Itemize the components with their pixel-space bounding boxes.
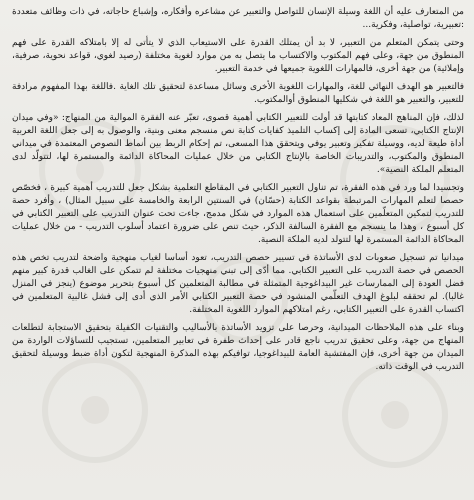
paragraph-7: وبناء على هذه الملاحظات الميدانية، وحرصا على تزويد الأساتذة بالأساليب والتقنيات الكفيلة بتحقيق الاستجابة لتطلعات المنهاج من جهة، وعلى تحقيق تدريب ناجع قادر على إحداث طفرة في تعابير المتعلمين، تستجيب للتساؤلات الواردة من الميدان من جهة أخرى، فإن المفتشية العامة للبيداغوجيا، توافيكم بهذه المذكرة المنهجية لتكون أداة ضبط ووسيلة لتحقيق التدريب في الوقت ذاته.: [12, 323, 464, 372]
paragraph-5: وتجسيدا لما ورد في هذه الفقرة، تم تناول التعبير الكتابي في المقاطع التعلمية بشكل جعل للتدريب أهمية كبيرة ، فخصّص حصصا لتعلم المهارات المرتبطة بقواعد الكتابة (حسّان) في السنتين الرابعة والخامسة على سبيل المثال) ، وأفرد حصة للتدريب لتمكين المتعلّمين على استعمال هذه الموارد في شكل مدمج، جاءت تحت عنوان التدريب على التعبير الكتابي في كل أسبوع ، وهذا ما ينسجم مع الفقرة السالفة الذكر، حيث تنص على ضرورة اعتماد أسلوب التدريب - من خلال عمليات المحاكاة الدائمة المستمرة لها لتتولد لديه الملكة النصية.: [12, 183, 464, 245]
article-body: [12, 6, 464, 374]
paragraph-3: فالتعبير هو الهدف النهائي للغة، والمهارات اللغوية الأخرى وسائل مساعدة لتحقيق تلك الغاية .فاللغة بهذا المفهوم مرادفة للتعبير، والتعبير هو اللغة في شكليها المنطوق أوالمكتوب.: [12, 82, 464, 105]
paragraph-4: لذلك، فإن المناهج المعاد كتابتها قد أولت للتعبير الكتابي أهمية قصوى، تعبّر عنه الفقرة الموالية من المنهاج: «وفي ميدان الإنتاج الكتابي، تسعى المادة إلى إكساب التلميذ كفايات كتابة نص منسجم معنى وبنية، والوصول به إلى جعل اللغة العربية أداة طيعة لديه، ووسيلة تفكير وتعبير يوفي ويتحقق هذا المسعى، تم إحكام الربط بين أنماط النصوص المعتمدة في ميداني المنطوق والمكتوب، والتدريبات الخاصة بالإنتاج الكتابي من خلال عمليات المحاكاة الدائمة والمستمرة لها، لتتولّد لدى المتعلم الملكة النصية».: [12, 113, 464, 175]
paragraph-2: وحتى يتمكن المتعلم من التعبير، لا بد أن يمتلك القدرة على الاستيعاب الذي لا يتأتى له إلا بامتلاكه القدرة على فهم المنطوق من جهة، وعلى فهم المكتوب والاكتساب ما يتصل به من موارد لغوية مختلفة (رصيد لغوي، قواعد نحوية، صرفية، وإملائية) من جهة أخرى، فالمهارات اللغوية جميعها في خدمة التعبير.: [12, 38, 464, 74]
paragraph-1: من المتعارف عليه أن اللغة وسيلة الإنسان للتواصل والتعبير عن مشاعره وأفكاره، وإشباع حاجاته، في ذات وظائف متعددة :تعبيرية، تواصلية، وفكرية...: [12, 7, 464, 30]
paragraph-6: ميدانيا تم تسجيل صعوبات لدى الأساتذة في تسيير حصص التدريب، تعود أساسا لغياب منهجية واضحة لتدريب تخص هذه الحصص في حصة التدريب على التعبير الكتابي. مما أدّى إلى تبني منهجيات مختلفة لم تتمكن على الغالب قدرة كبير منهم فضل العودة إلى الممارسات غير البيداغوجية المتمثلة في مطالبة المتعلمين كل أسبوع بتحرير موضوع (ينجز في المنزل غالبا). لم تحققه لبلوغ الهدف التعلّمي المنشود في حصة التعبير الكتابي الأمر الذي أدى إلى فشل غالبية المتعلمين في اكتساب القدرة على التعبير الكتابي، رغم امتلاكهم الموارد اللغوية المختلفة.: [12, 253, 464, 315]
